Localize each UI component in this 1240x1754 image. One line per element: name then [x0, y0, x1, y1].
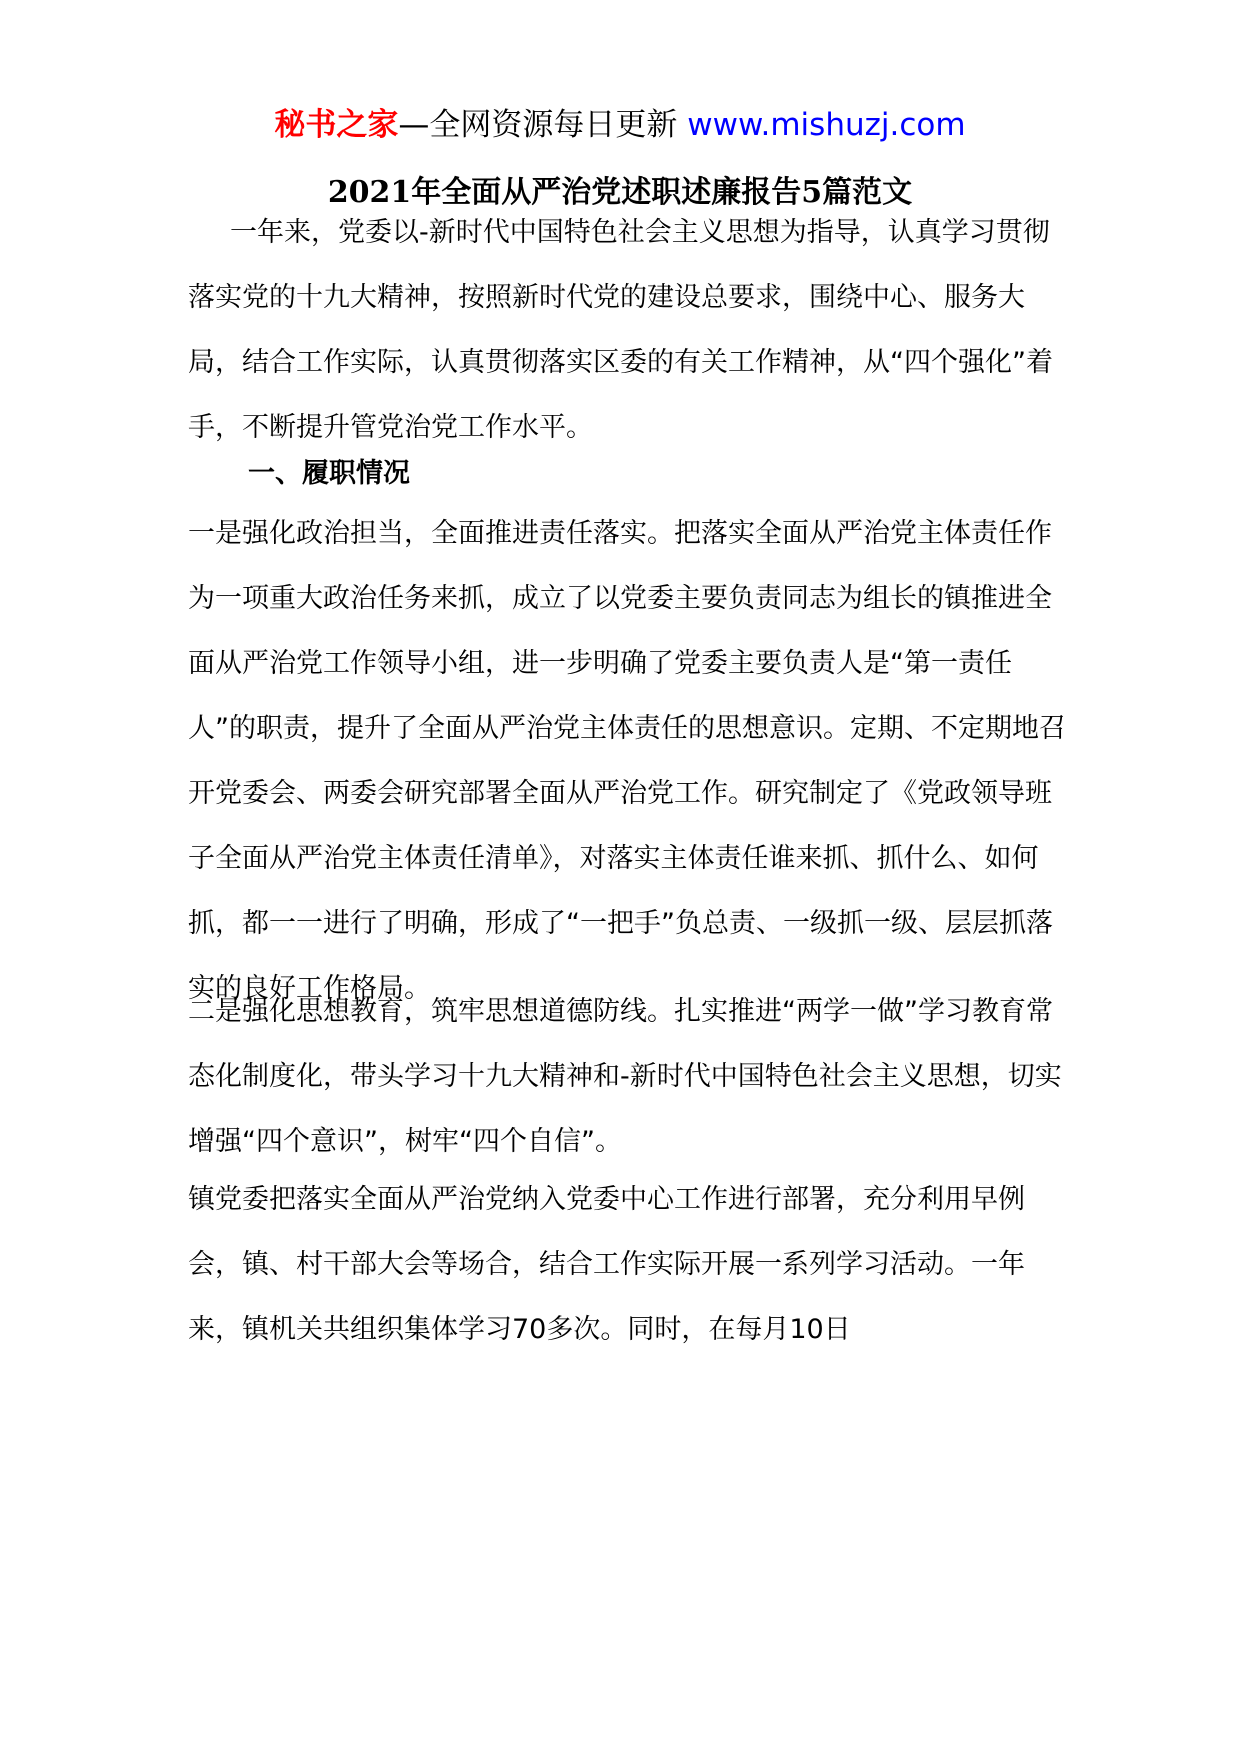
brand-name: 秘书之家	[274, 107, 399, 143]
site-header	[0, 102, 1240, 148]
document-title: 2021年全面从严治党述职述廉报告5篇范文	[327, 175, 913, 210]
intro-paragraph: 一年来，党委以-新时代中国特色社会主义思想为指导，认真学习贯彻落实党的十九大精神，按照新时代党的建设总要求，围绕中心、服务大局，结合工作实际，认真贯彻落实区委的有关工作精神，从“四个强化”着手，不断提升管党治党工作水平。	[188, 217, 1053, 443]
header-tagline: —全网资源每日更新	[398, 107, 688, 143]
paragraph-education: 二是强化思想教育，筑牢思想道德防线。扎实推进“两学一做”学习教育常态化制度化，带头学习十九大精神和-新时代中国特色社会主义思想，切实增强“四个意识”，树牢“四个自信”。	[188, 996, 1062, 1157]
section-heading: 一、履职情况	[248, 458, 410, 489]
paragraph-responsibility: 一是强化政治担当，全面推进责任落实。把落实全面从严治党主体责任作为一项重大政治任务来抓，成立了以党委主要负责同志为组长的镇推进全面从严治党工作领导小组，进一步明确了党委主要负责人是“第一责任人”的职责，提升了全面从严治党主体责任的思想意识。定期、不定期地召开党委会、两委会研究部署全面从严治党工作。研究制定了《党政领导班子全面从严治党主体责任清单》，对落实主体责任谁来抓、抓什么、如何抓，都一一进行了明确，形成了“一把手”负总责、一级抓一级、层层抓落实的良好工作格局。	[188, 518, 1066, 1004]
site-url-link[interactable]: www.mishuzj.com	[687, 107, 966, 143]
paragraph-study: 镇党委把落实全面从严治党纳入党委中心工作进行部署，充分利用早例会，镇、村干部大会等场合，结合工作实际开展一系列学习活动。一年来，镇机关共组织集体学习70多次。同时，在每月10日	[188, 1184, 1025, 1345]
